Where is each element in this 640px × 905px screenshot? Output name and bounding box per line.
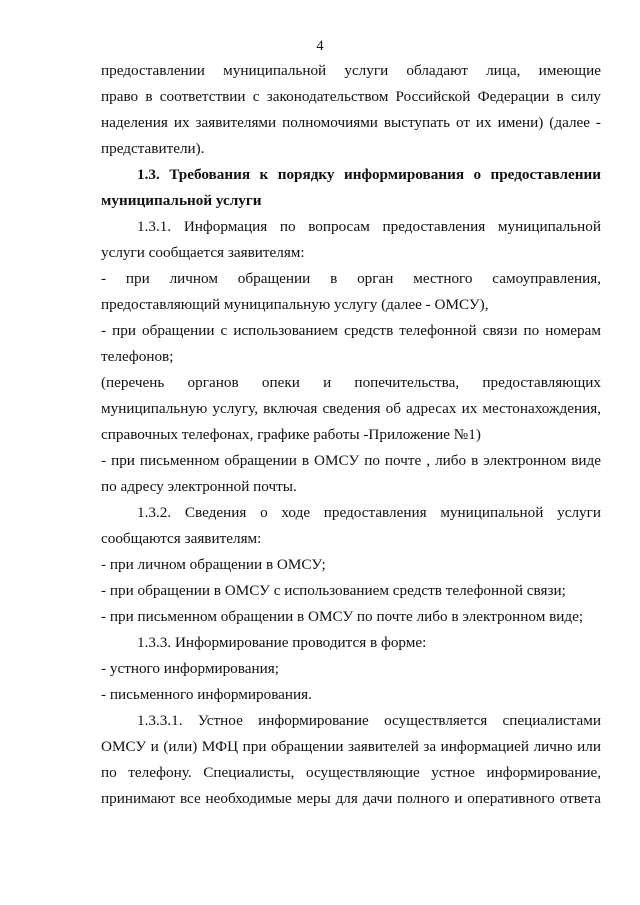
text-line: наделения их заявителями полномочиями выступать от их имени) (далее - bbox=[101, 114, 601, 131]
text-line: - при обращении с использованием средств телефонной связи по номерам bbox=[101, 322, 601, 339]
section-heading: муниципальной услуги bbox=[101, 192, 262, 209]
text-line: по адресу электронной почты. bbox=[101, 478, 297, 495]
text-line: предоставляющий муниципальную услугу (далее - ОМСУ), bbox=[101, 296, 489, 313]
text-line: 1.3.2. Сведения о ходе предоставления муниципальной услуги bbox=[137, 504, 601, 521]
text-line: ОМСУ и (или) МФЦ при обращении заявителей за информацией лично или bbox=[101, 738, 601, 755]
text-line: представители). bbox=[101, 140, 205, 157]
text-line: - при обращении в ОМСУ с использованием средств телефонной связи; bbox=[101, 582, 566, 599]
text-line: предоставлении муниципальной услуги обладают лица, имеющие bbox=[101, 62, 601, 79]
text-line: право в соответствии с законодательством Российской Федерации в силу bbox=[101, 88, 601, 105]
page-number: 4 bbox=[316, 38, 324, 54]
text-line: 1.3.1. Информация по вопросам предоставления муниципальной bbox=[137, 218, 601, 235]
section-heading: 1.3. Требования к порядку информирования о предоставлении bbox=[137, 166, 601, 183]
text-line: - при личном обращении в орган местного самоуправления, bbox=[101, 270, 601, 287]
text-line: - письменного информирования. bbox=[101, 686, 312, 703]
text-line: - при личном обращении в ОМСУ; bbox=[101, 556, 326, 573]
text-line: по телефону. Специалисты, осуществляющие устное информирование, bbox=[101, 764, 601, 781]
text-line: (перечень органов опеки и попечительства, предоставляющих bbox=[101, 374, 601, 391]
text-line: услуги сообщается заявителям: bbox=[101, 244, 305, 261]
text-line: - при письменном обращении в ОМСУ по почте либо в электронном виде; bbox=[101, 608, 584, 625]
text-line: сообщаются заявителям: bbox=[101, 530, 262, 547]
text-line: муниципальную услугу, включая сведения об адресах их местонахождения, bbox=[101, 400, 601, 417]
text-line: телефонов; bbox=[101, 348, 174, 365]
text-line: 1.3.3.1. Устное информирование осуществляется специалистами bbox=[137, 712, 601, 729]
text-line: - устного информирования; bbox=[101, 660, 279, 677]
text-line: - при письменном обращении в ОМСУ по почте , либо в электронном виде bbox=[101, 452, 601, 469]
text-line: принимают все необходимые меры для дачи полного и оперативного ответа bbox=[101, 790, 601, 807]
text-line: 1.3.3. Информирование проводится в форме: bbox=[137, 634, 427, 651]
text-line: справочных телефонах, графике работы -Приложение №1) bbox=[101, 426, 481, 443]
